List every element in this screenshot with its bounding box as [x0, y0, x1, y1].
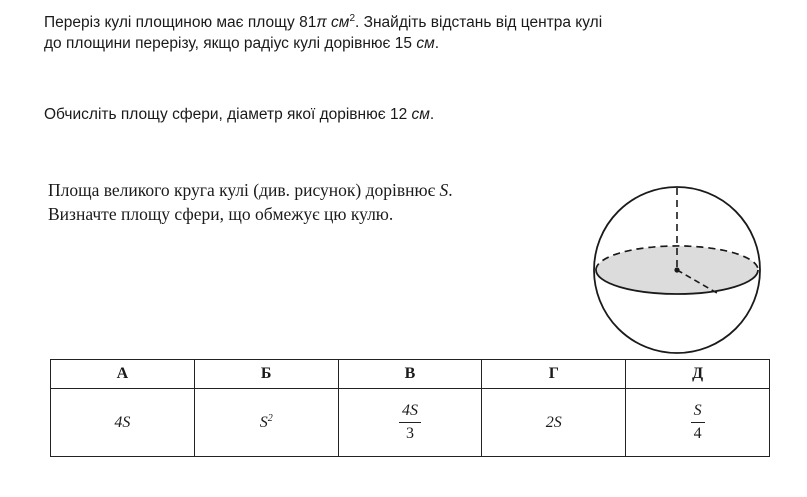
problem-2-text	[44, 104, 434, 125]
problem-3-line-2: Визначте площу сфери, що обмежує цю кулю.	[48, 204, 394, 224]
option-c-fraction	[399, 402, 421, 443]
option-b-base: S	[259, 413, 268, 431]
punctuation: .	[434, 35, 440, 52]
answer-header-row	[51, 360, 770, 389]
variable-s: S	[439, 180, 449, 200]
fraction-numerator: S	[691, 402, 705, 423]
answer-option-a	[51, 389, 195, 457]
answer-option-c	[338, 389, 482, 457]
problem-2-part: Обчисліть площу сфери, діаметр якої дорівнює 12	[44, 106, 408, 123]
punctuation: .	[429, 106, 435, 123]
problem-1-part: . Знайдіть відстань від центра кулі	[355, 14, 603, 31]
unit-text: см	[331, 14, 350, 31]
answer-header-c: В	[338, 360, 482, 389]
fraction-denominator: 3	[405, 425, 414, 442]
option-d-value: 2S	[545, 413, 562, 431]
answer-header-d: Г	[482, 360, 626, 389]
answer-header-a: А	[51, 360, 195, 389]
sphere-figure	[590, 178, 770, 368]
option-a-value: 4S	[114, 413, 131, 431]
answer-options-row	[51, 389, 770, 457]
answer-option-e	[626, 389, 770, 457]
punctuation: .	[448, 180, 453, 200]
answer-option-d	[482, 389, 626, 457]
center-point	[674, 267, 679, 272]
exponent: 2	[349, 13, 355, 24]
problem-1-text	[44, 12, 744, 54]
option-b-exponent: 2	[267, 412, 273, 424]
answer-table	[50, 359, 770, 457]
problem-3-text	[48, 178, 588, 226]
unit-text: см	[411, 106, 430, 123]
answer-option-b	[194, 389, 338, 457]
pi-symbol: π	[316, 14, 327, 31]
answer-header-e: Д	[626, 360, 770, 389]
fraction-numerator: 4S	[399, 402, 421, 423]
answer-header-b: Б	[194, 360, 338, 389]
problem-1-line-2: до площини перерізу, якщо радіус кулі дорівнює 15	[44, 35, 413, 52]
problem-3-part: Площа великого круга кулі (див. рисунок) дорівнює	[48, 180, 436, 200]
fraction-denominator: 4	[693, 425, 702, 442]
problem-1-part: Переріз кулі площиною має площу 81	[44, 14, 317, 31]
option-e-fraction	[691, 402, 705, 443]
unit-text: см	[416, 35, 435, 52]
